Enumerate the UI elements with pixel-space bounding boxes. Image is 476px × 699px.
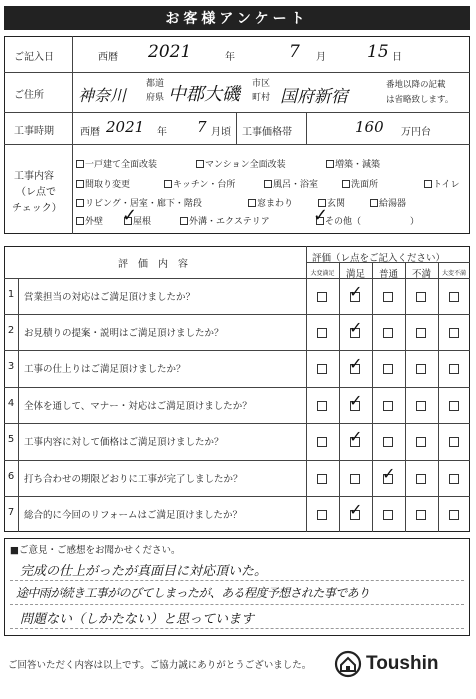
rating-checkbox[interactable] [449, 510, 459, 520]
col-very-satisfied: 大変満足 [310, 270, 335, 277]
rating-checkbox[interactable] [449, 474, 459, 484]
period-month-unit: 月頃 [211, 127, 231, 138]
comment-line-2[interactable]: 途中雨が続き工事がのびてしまったが、ある程度予想された事であり [16, 586, 370, 600]
rating-checkbox[interactable] [416, 328, 426, 338]
rating-checkbox[interactable] [383, 364, 393, 374]
address-city-value[interactable]: 中郡大磯 [168, 84, 240, 105]
col-satisfied: 満足 [345, 269, 365, 280]
option-full-house[interactable]: 一戸建て全面改装 [76, 157, 157, 170]
checkbox[interactable] [76, 160, 84, 168]
rating-checkbox[interactable] [416, 437, 426, 447]
checkbox[interactable] [264, 180, 272, 188]
check-mark-icon: ✓ [313, 205, 329, 226]
question-text: お見積りの提案・説明はご満足頂けましたか？ [24, 328, 224, 339]
option-living[interactable]: リビング・居室・廊下・階段 [76, 196, 202, 209]
date-label: ご記入日 [14, 52, 54, 63]
checkbox[interactable] [76, 217, 84, 225]
question-number: 3 [7, 361, 15, 372]
check-mark-icon: ✓ [349, 354, 363, 373]
option-washroom[interactable]: 洗面所 [342, 177, 378, 190]
comment-line-3[interactable]: 問題ない（しかたない）と思っています [20, 612, 255, 627]
rating-checkbox[interactable] [383, 292, 393, 302]
content-label-2: （レ点で [16, 187, 56, 198]
col-very-dissatisfied: 大変不満 [441, 270, 466, 277]
option-roof[interactable]: 屋根 [124, 214, 151, 227]
comment-line-1[interactable]: 完成の仕上がったが真面目に対応頂いた。 [20, 564, 268, 579]
checkbox[interactable] [196, 160, 204, 168]
house-logo-icon [334, 650, 362, 678]
address-note-1: 番地以降の記載 [386, 80, 446, 90]
question-text: 総合的に今回のリフォームはご満足頂けましたか？ [24, 510, 243, 521]
rating-checkbox[interactable] [416, 292, 426, 302]
eval-header-rating: 評価（レ点をご記入ください） [312, 253, 446, 264]
question-number: 6 [7, 471, 15, 482]
rating-checkbox[interactable] [449, 328, 459, 338]
rating-checkbox[interactable] [350, 474, 360, 484]
question-text: 全体を通して、マナー・対応はご満足頂けましたか？ [24, 401, 252, 412]
question-text: 営業担当の対応はご満足頂けましたか？ [24, 292, 196, 303]
rating-checkbox[interactable] [449, 437, 459, 447]
question-number: 1 [7, 289, 15, 300]
question-number: 5 [7, 434, 15, 445]
check-mark-icon: ✓ [122, 205, 138, 226]
period-month-value[interactable]: 7 [197, 118, 207, 136]
option-water-heater[interactable]: 給湯器 [370, 196, 406, 209]
rating-checkbox[interactable] [383, 328, 393, 338]
checkbox[interactable] [248, 199, 256, 207]
period-year-value[interactable]: 2021 [106, 118, 145, 136]
check-mark-icon: ✓ [349, 282, 363, 301]
rating-checkbox[interactable] [383, 401, 393, 411]
rating-checkbox[interactable] [416, 401, 426, 411]
rating-checkbox[interactable] [449, 401, 459, 411]
rating-checkbox[interactable] [416, 364, 426, 374]
rating-checkbox[interactable] [317, 401, 327, 411]
city-unit-top: 市区 [252, 79, 271, 89]
option-other-close: ） [410, 217, 420, 227]
rating-checkbox[interactable] [416, 474, 426, 484]
price-unit: 万円台 [401, 127, 431, 138]
rating-checkbox[interactable] [383, 437, 393, 447]
option-full-mansion[interactable]: マンション全面改装 [196, 157, 286, 170]
rating-checkbox[interactable] [383, 510, 393, 520]
price-label: 工事価格帯 [242, 127, 292, 138]
period-era: 西暦 [80, 127, 100, 138]
comments-label: ■ご意見・ご感想をお聞かせください。 [10, 545, 181, 556]
checkbox[interactable] [342, 180, 350, 188]
option-bath[interactable]: 風呂・浴室 [264, 177, 318, 190]
check-mark-icon: ✓ [349, 318, 363, 337]
address-note-2: は省略致します。 [386, 95, 454, 105]
date-era: 西暦 [98, 52, 118, 63]
price-value[interactable]: 160 [355, 118, 384, 136]
survey-title: お客様アンケート [4, 6, 470, 30]
checkbox[interactable] [424, 180, 432, 188]
checkbox[interactable] [76, 199, 84, 207]
rating-checkbox[interactable] [317, 510, 327, 520]
eval-header-content: 評 価 内 容 [118, 259, 188, 270]
col-dissatisfied: 不満 [411, 269, 431, 280]
checkbox[interactable] [326, 160, 334, 168]
rating-checkbox[interactable] [449, 364, 459, 374]
rating-checkbox[interactable] [416, 510, 426, 520]
date-month-value[interactable]: 7 [289, 42, 300, 62]
option-window[interactable]: 窓まわり [248, 196, 293, 209]
option-other[interactable]: その他（ [316, 214, 361, 227]
address-label: ご住所 [14, 90, 44, 101]
check-mark-icon: ✓ [349, 500, 363, 519]
question-text: 打ち合わせの期限どおりに工事が完了しましたか？ [24, 474, 243, 485]
rating-checkbox[interactable] [317, 437, 327, 447]
option-kitchen[interactable]: キッチン・台所 [164, 177, 235, 190]
rating-checkbox[interactable] [317, 292, 327, 302]
city-unit-bottom: 町村 [252, 93, 271, 103]
address-town-value[interactable]: 国府新宿 [280, 87, 348, 107]
option-layout[interactable]: 間取り変更 [76, 177, 130, 190]
date-year-unit: 年 [225, 52, 235, 63]
col-neutral: 普通 [378, 269, 398, 280]
rating-checkbox[interactable] [317, 364, 327, 374]
option-entrance[interactable]: 玄関 [318, 196, 345, 209]
check-mark-icon: ✓ [349, 391, 363, 410]
rating-checkbox[interactable] [449, 292, 459, 302]
question-number: 2 [7, 325, 15, 336]
question-text: 工事内容に対して価格はご満足頂けましたか？ [24, 437, 224, 448]
option-exterior[interactable]: 外溝・エクステリア [180, 214, 270, 227]
date-year-value[interactable]: 2021 [148, 42, 192, 62]
question-number: 4 [7, 398, 15, 409]
question-text: 工事の仕上りはご満足頂けましたか？ [24, 364, 186, 375]
checkbox[interactable] [180, 217, 188, 225]
date-day-unit: 日 [392, 52, 402, 63]
check-mark-icon: ✓ [382, 464, 396, 483]
question-number: 7 [7, 507, 15, 518]
option-extension[interactable]: 増築・減築 [326, 157, 380, 170]
logo-text: Toushin [366, 653, 439, 674]
company-logo [334, 650, 438, 678]
option-toilet[interactable]: トイレ [424, 177, 460, 190]
pref-unit-bottom: 府県 [146, 93, 165, 103]
period-label: 工事時期 [14, 126, 54, 137]
date-day-value[interactable]: 15 [367, 42, 389, 62]
rating-checkbox[interactable] [317, 328, 327, 338]
address-pref-value[interactable]: 神奈川 [78, 86, 127, 105]
content-label-3: チェック） [12, 203, 62, 214]
check-mark-icon: ✓ [349, 427, 363, 446]
date-month-unit: 月 [316, 52, 326, 63]
pref-unit-top: 都道 [146, 79, 165, 89]
footer-text: ご回答いただく内容は以上です。ご協力誠にありがとうございました。 [8, 660, 312, 671]
checkbox[interactable] [370, 199, 378, 207]
content-label-1: 工事内容 [14, 171, 54, 182]
checkbox[interactable] [76, 180, 84, 188]
checkbox[interactable] [164, 180, 172, 188]
period-year-unit: 年 [157, 127, 167, 138]
rating-checkbox[interactable] [317, 474, 327, 484]
option-exterior-wall[interactable]: 外壁 [76, 214, 103, 227]
